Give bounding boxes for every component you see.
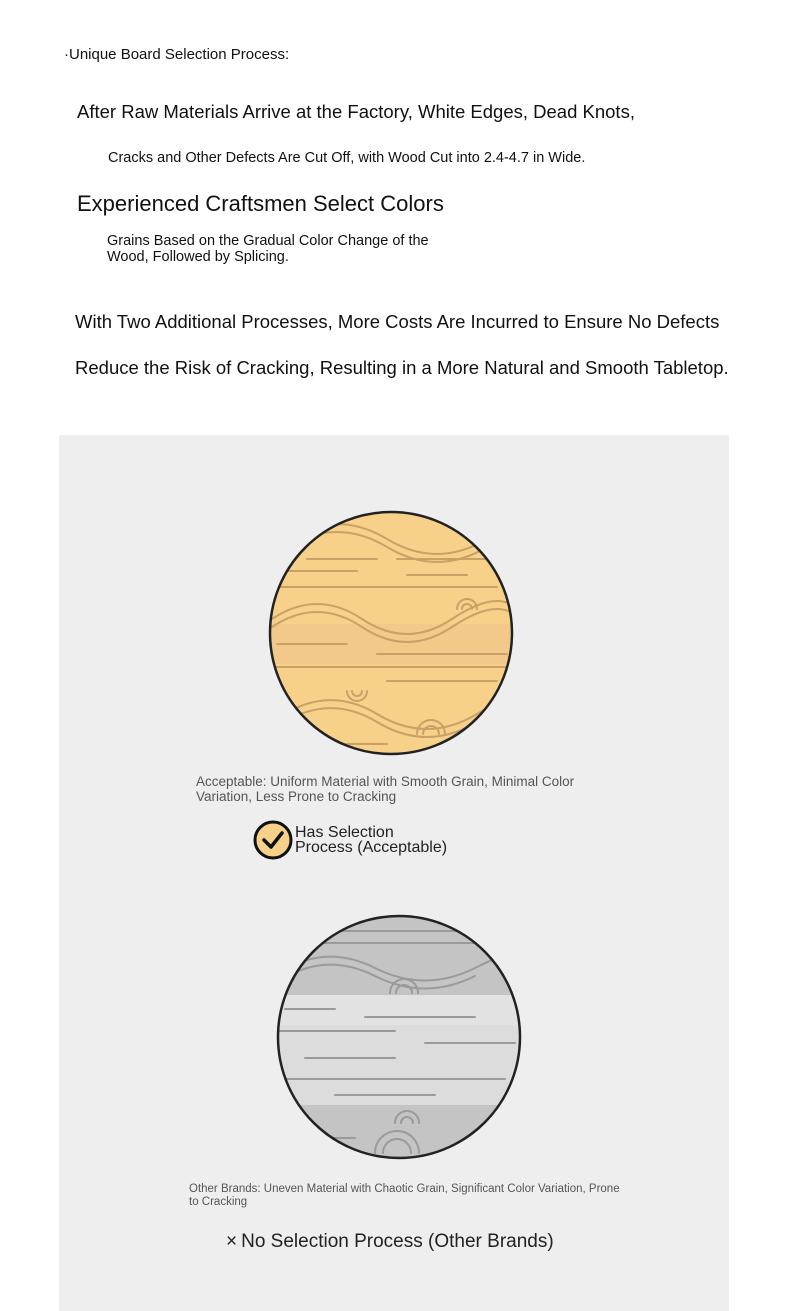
unselected-wood-illustration: [275, 913, 523, 1161]
step2-detail: Grains Based on the Gradual Color Change of the Wood, Followed by Splicing.: [107, 233, 429, 265]
selected-wood-illustration: [267, 509, 515, 757]
section-heading: ·Unique Board Selection Process:: [64, 46, 290, 63]
acceptable-caption: Acceptable: Uniform Material with Smooth Grain, Minimal Color Variation, Less Prone to Cracking: [196, 774, 575, 804]
other-brands-caption: Other Brands: Uneven Material with Chaotic Grain, Significant Color Variation, Prone to Cracking: [189, 1183, 620, 1208]
other-brands-status: [226, 1231, 554, 1253]
summary-line-1: With Two Additional Processes, More Costs Are Incurred to Ensure No Defects: [75, 311, 720, 332]
summary-line-2: Reduce the Risk of Cracking, Resulting in a More Natural and Smooth Tabletop.: [75, 357, 729, 378]
other-brands-status-label: No Selection Process (Other Brands): [241, 1231, 554, 1252]
step1-title: After Raw Materials Arrive at the Factory, White Edges, Dead Knots,: [77, 101, 635, 122]
cross-icon: ×: [226, 1231, 238, 1252]
acceptable-status-label: Has Selection Process (Acceptable): [295, 824, 448, 856]
step2-title: Experienced Craftsmen Select Colors: [77, 191, 444, 216]
step1-detail: Cracks and Other Defects Are Cut Off, with Wood Cut into 2.4-4.7 in Wide.: [108, 150, 586, 166]
checkmark-icon: [253, 820, 293, 860]
